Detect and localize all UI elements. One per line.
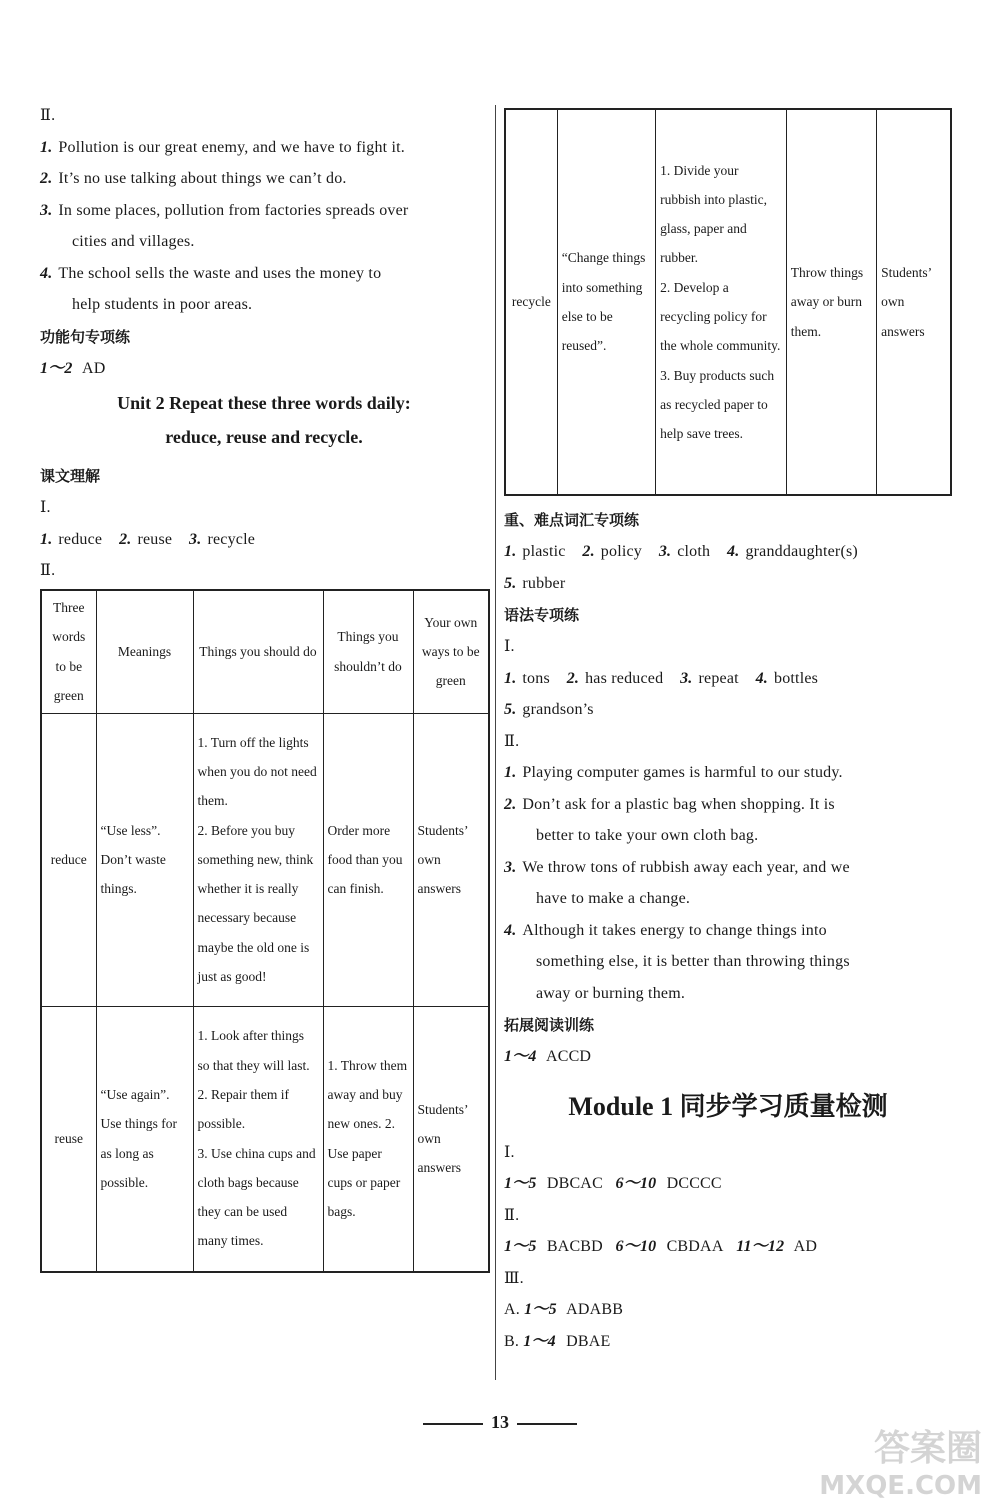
table-header-cell: Meanings — [96, 590, 193, 714]
table-header-row — [41, 590, 489, 714]
watermark: 答案圈 MXQE.COM — [819, 1428, 982, 1501]
table-header-cell: Three words to be green — [41, 590, 96, 714]
table-cell: 1. Throw them away and buy new ones. 2. Use paper cups or paper bags. — [323, 1006, 413, 1272]
section-label: Ⅱ. — [504, 732, 520, 750]
answer-item: 2. It’s no use talking about things we can’t do. — [40, 170, 347, 187]
green-words-table-continued — [504, 108, 952, 496]
table-cell: recycle — [505, 109, 557, 495]
table-header-cell: Your own ways to be green — [413, 590, 489, 714]
table-cell: reuse — [41, 1006, 96, 1272]
answer-line: 1～2 AD — [40, 359, 106, 377]
answer-item-cont: something else, it is better than throwing things — [536, 953, 850, 970]
section-label: Ⅰ. — [504, 638, 515, 655]
answer-item-cont: help students in poor areas. — [72, 296, 253, 313]
answer-line: 1. plastic 2. policy 3. cloth 4. granddaughter(s) — [504, 543, 858, 560]
answer-item-cont: better to take your own cloth bag. — [536, 827, 759, 844]
answer-item: 3. We throw tons of rubbish away each year, and we — [504, 858, 850, 876]
table-row — [505, 109, 951, 495]
page-number: 13 — [491, 1412, 509, 1432]
right-column — [504, 108, 952, 1357]
table-cell: “Use less”. Don’t waste things. — [96, 713, 193, 1006]
answer-line: 1. reduce 2. reuse 3. recycle — [40, 530, 256, 548]
table-cell: Students’ own answers — [877, 109, 951, 495]
answer-line: 1～4 ACCD — [504, 1048, 592, 1065]
section-heading: 课文理解 — [40, 467, 101, 485]
table-cell: reduce — [41, 713, 96, 1006]
table-cell: 1. Look after things so that they will last. 2. Repair them if possible. 3. Use china cups and cloth bags because they can be used many times. — [193, 1006, 323, 1272]
section-heading: 重、难点词汇专项练 — [504, 511, 640, 529]
table-cell: 1. Turn off the lights when you do not need them. 2. Before you buy something new, think whether it is really necessary because maybe the old one is just as good! — [193, 713, 323, 1006]
answer-item: 3. In some places, pollution from factories spreads over — [40, 201, 409, 219]
answer-line: 1. tons 2. has reduced 3. repeat 4. bottles — [504, 669, 819, 687]
section-heading: 语法专项练 — [504, 606, 580, 624]
section-label: Ⅱ. — [40, 562, 56, 579]
column-divider — [495, 105, 496, 1380]
section-label: Ⅰ. — [504, 1143, 515, 1161]
unit-title: Unit 2 Repeat these three words daily: reduce, reuse and recycle. — [117, 393, 411, 447]
answer-item: 4. Although it takes energy to change things into — [504, 921, 827, 939]
answer-item: 4. The school sells the waste and uses the money to — [40, 264, 382, 282]
table-cell: “Use again”. Use things for as long as possible. — [96, 1006, 193, 1272]
section-heading: 拓展阅读训练 — [504, 1016, 595, 1034]
left-column — [40, 100, 488, 1273]
table-cell: Students’ own answers — [413, 1006, 489, 1272]
section-label: Ⅱ. — [504, 1206, 520, 1224]
answer-line: 1～5 BACBD 6～10 CBDAA 11～12 AD — [504, 1238, 818, 1255]
answer-item-cont: cities and villages. — [72, 233, 195, 250]
footer-ornament — [517, 1423, 577, 1425]
table-cell: Order more food than you can finish. — [323, 713, 413, 1006]
table-cell: Students’ own answers — [413, 713, 489, 1006]
module-title: Module 1 同步学习质量检测 — [568, 1091, 888, 1121]
answer-item: 1. Playing computer games is harmful to our study. — [504, 764, 843, 781]
answer-item-cont: have to make a change. — [536, 890, 691, 907]
answer-item-cont: away or burning them. — [536, 984, 686, 1002]
answer-line: 5. grandson’s — [504, 701, 594, 718]
table-row — [41, 713, 489, 1006]
section-label: Ⅱ. — [40, 107, 56, 124]
section-heading: 功能句专项练 — [40, 327, 131, 346]
answer-line: A. 1～5 ADABB — [504, 1301, 624, 1318]
footer-ornament — [423, 1423, 483, 1425]
answer-line: 5. rubber — [504, 574, 566, 592]
answer-item: 1. Pollution is our great enemy, and we have to fight it. — [40, 138, 405, 156]
answer-item: 2. Don’t ask for a plastic bag when shopping. It is — [504, 795, 835, 813]
section-label: Ⅲ. — [504, 1269, 524, 1287]
table-cell: “Change things into something else to be reused”. — [557, 109, 655, 495]
table-cell: 1. Divide your rubbish into plastic, glass, paper and rubber. 2. Develop a recycling policy for the whole community. 3. Buy products such as recycled paper to help save trees. — [656, 109, 787, 495]
section-label: Ⅰ. — [40, 499, 51, 516]
answer-line: 1～5 DBCAC 6～10 DCCCC — [504, 1175, 722, 1192]
answer-line: B. 1～4 DBAE — [504, 1332, 611, 1350]
table-header-cell: Things you shouldn’t do — [323, 590, 413, 714]
table-header-cell: Things you should do — [193, 590, 323, 714]
green-words-table — [40, 589, 490, 1273]
table-row — [41, 1006, 489, 1272]
table-cell: Throw things away or burn them. — [786, 109, 876, 495]
